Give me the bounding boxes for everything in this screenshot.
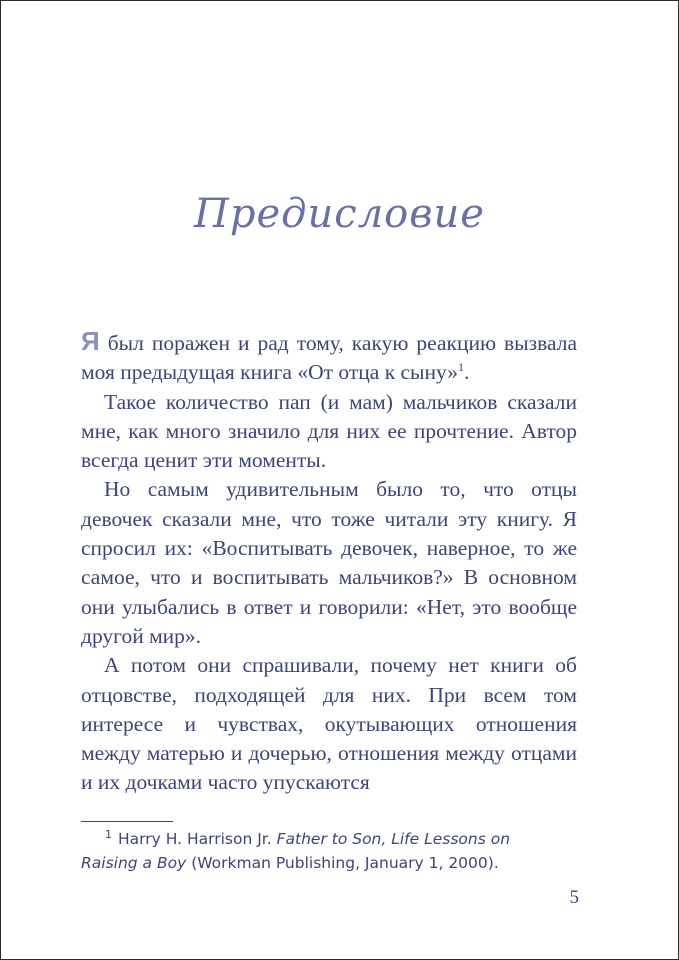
drop-cap: Я — [81, 326, 100, 356]
paragraph-4: А потом они спрашивали, почему нет книги об отцовстве, подходящей для них. При всем том интересе и чувствах, окутывающих отношения между матерью и дочерью, отношения между отцами и их дочками часто упускаются — [81, 653, 577, 795]
chapter-title: Предисловие — [194, 191, 485, 237]
paragraph-2: Такое количество пап (и мам) мальчиков сказали мне, как много значило для них ее прочтение. Автор всегда ценит эти моменты. — [81, 389, 577, 473]
footnote-divider — [81, 821, 173, 822]
page-number: 5 — [569, 887, 579, 908]
footnote-number: 1 — [105, 827, 112, 841]
body-text — [81, 327, 577, 798]
paragraph-1-end: . — [464, 360, 470, 385]
footnote-title-1: Father to Son, Life Lessons on — [276, 830, 511, 848]
footnote-publisher: (Workman Publishing, January 1, 2000). — [191, 854, 499, 872]
paragraph-1-text: был поражен и рад тому, какую реакцию вызвала моя предыдущая книга «От отца к сыну» — [81, 331, 577, 385]
footnote-author: Harry H. Harrison Jr. — [118, 830, 272, 848]
paragraph-1 — [81, 327, 577, 388]
footnote-line-1 — [81, 827, 581, 851]
footnote-line-2 — [81, 854, 499, 872]
footnote — [81, 827, 581, 875]
paragraph-3: Но самым удивительным было то, что отцы девочек сказали мне, что тоже читали эту книгу. Я спросил их: «Воспитывать девочек, наверное, то же самое, что и воспитывать мальчиков?» В основном они улыбались в ответ и говорили: «Нет, это вообще другой мир». — [81, 477, 577, 648]
footnote-reference: 1 — [458, 360, 465, 375]
footnote-title-2: Raising a Boy — [81, 854, 187, 872]
